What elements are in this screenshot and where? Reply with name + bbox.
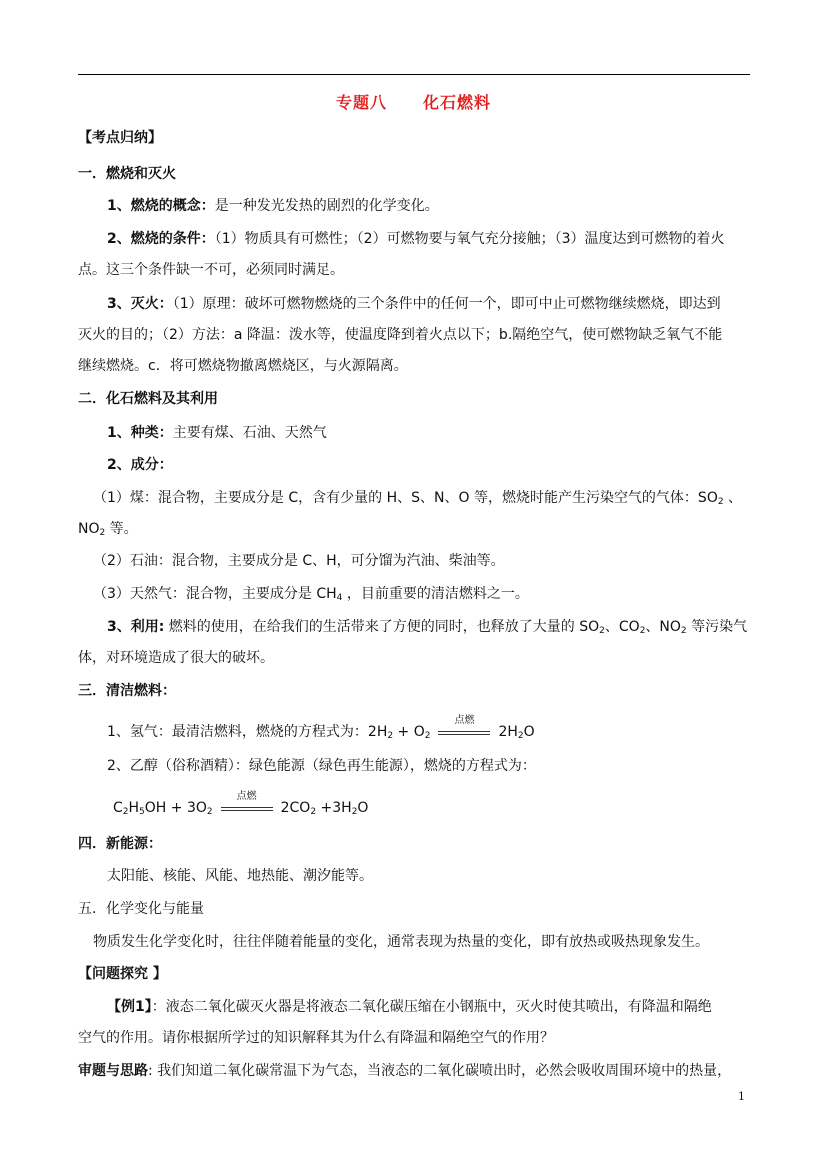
s3-item1-d: O — [523, 724, 535, 740]
s2-item3-a: 燃料的使用，在给我们的生活带来了方便的同时，也释放了大量的 SO — [164, 619, 600, 635]
analysis — [78, 1061, 731, 1081]
s2-coal-cont — [78, 519, 138, 539]
example1-label: 【例1】 — [107, 999, 152, 1015]
s2-gas — [93, 584, 529, 604]
s2-item3 — [107, 617, 747, 637]
sub: 2 — [424, 731, 431, 741]
s2-item1 — [107, 423, 327, 443]
sub: 2 — [599, 626, 605, 636]
s1-item3-text-a: （1）原理：破坏可燃物燃烧的三个条件中的任何一个，即可中止可燃物继续燃烧，即达到 — [172, 296, 721, 312]
section5-heading: 五．化学变化与能量 — [78, 901, 204, 917]
section3-heading: 三．清洁燃料： — [78, 683, 176, 699]
s2-oil: （2）石油：混合物，主要成分是 C、H，可分馏为汽油、柴油等。 — [93, 553, 505, 569]
kaodian-heading: 【考点归纳】 — [78, 130, 162, 146]
s4-text: 太阳能、核能、风能、地热能、潮汐能等。 — [107, 868, 373, 884]
s2-item1-label: 1、种类： — [107, 425, 173, 441]
reaction-arrow — [221, 791, 273, 815]
s1-item2-label: 2、燃烧的条件： — [107, 231, 215, 247]
example1-text-a: ：液态二氧化碳灭火器是将液态二氧化碳压缩在小钢瓶中，灭火时使其喷出，有降温和隔绝 — [151, 999, 712, 1015]
s3-item1-a: 1、氢气：最清洁燃料，燃烧的方程式为：2H — [107, 724, 388, 740]
section2-heading: 二．化石燃料及其利用 — [78, 391, 218, 407]
eq2-f: O — [357, 800, 369, 816]
reaction-arrow — [438, 715, 490, 739]
sub: 2 — [99, 528, 106, 538]
eq2-a: C — [113, 800, 123, 816]
sub: 2 — [680, 626, 687, 636]
s3-item1 — [107, 715, 535, 742]
s2-item3-d: 等污染气 — [686, 619, 748, 635]
s1-item3-label: 3、灭火： — [107, 296, 173, 312]
example1 — [107, 997, 712, 1017]
ethanol-equation — [113, 791, 369, 818]
page-title — [0, 90, 827, 113]
eq2-c: OH + 3O — [144, 800, 207, 816]
section4-heading: 四．新能源： — [78, 836, 162, 852]
sub: 2 — [310, 807, 317, 817]
sub: 2 — [639, 626, 646, 636]
s2-item1-text: 主要有煤、石油、天然气 — [172, 425, 327, 441]
s2-item3-label: 3、利用: — [107, 619, 165, 635]
header-rule — [78, 74, 750, 75]
sub: 2 — [717, 497, 724, 507]
analysis-text: : 我们知道二氧化碳常温下为气态，当液态的二氧化碳喷出时，必然会吸收周围环境中的热量， — [148, 1063, 732, 1079]
sub: 5 — [139, 807, 145, 817]
s2-item2-label: 2、成分： — [107, 457, 173, 473]
s3-item1-c: 2H — [498, 724, 518, 740]
sub: 2 — [517, 731, 524, 741]
s1-item2-cont: 点。这三个条件缺一不可，必须同时满足。 — [78, 262, 344, 278]
s1-item3-cont2: 继续燃烧。c．将可燃烧物撤离燃烧区，与火源隔离。 — [78, 358, 408, 374]
s1-item3 — [107, 294, 721, 314]
s2-item3-c: 、NO — [645, 619, 681, 635]
s2-coal-sep: 、 — [723, 490, 743, 506]
arrow-label: 点燃 — [454, 715, 475, 726]
s3-item2: 2、乙醇（俗称酒精）：绿色能源（绿色再生能源），燃烧的方程式为： — [107, 758, 536, 774]
s2-item3-b: 、CO — [604, 619, 640, 635]
s2-gas-end: ，目前重要的清洁燃料之一。 — [342, 586, 529, 602]
s2-coal — [93, 488, 742, 508]
example1-cont: 空气的作用。请你根据所学过的知识解释其为什么有降温和隔绝空气的作用？ — [78, 1030, 554, 1046]
s2-item3-cont: 体，对环境造成了很大的破坏。 — [78, 650, 274, 666]
s5-text: 物质发生化学变化时，往往伴随着能量的变化，通常表现为热量的变化，即有放热或吸热现象发生。 — [93, 934, 709, 950]
eq2-e: +3H — [316, 800, 352, 816]
title-part1: 专题八 — [335, 93, 387, 112]
eq2-b: H — [128, 800, 140, 816]
s2-coal-no: NO — [78, 521, 100, 537]
sub: 4 — [336, 593, 343, 603]
s1-item2-text-a: （1）物质具有可燃性；（2）可燃物要与氧气充分接触；（3）温度达到可燃物的着火 — [214, 231, 725, 247]
s2-gas-text: （3）天然气：混合物，主要成分是 CH — [93, 586, 337, 602]
s1-item3-cont1: 灭火的目的；（2）方法：a 降温：泼水等，使温度降到着火点以下；b.隔绝空气，使可燃物缺乏氧气不能 — [78, 327, 723, 343]
sub: 2 — [351, 807, 358, 817]
section1-heading: 一．燃烧和灭火 — [78, 166, 176, 182]
eq2-d: 2CO — [280, 800, 311, 816]
s2-coal-text: （1）煤：混合物，主要成分是 C，含有少量的 H、S、N、O 等，燃烧时能产生污染空气的气体：SO — [93, 490, 718, 506]
analysis-label: 审题与思路 — [78, 1063, 148, 1079]
s1-item1-label: 1、燃烧的概念： — [107, 198, 215, 214]
arrow-label: 点燃 — [236, 791, 257, 802]
s1-item1 — [107, 196, 439, 216]
s2-coal-end: 等。 — [105, 521, 138, 537]
s1-item2 — [107, 229, 724, 249]
sub: 2 — [206, 807, 213, 817]
s1-item1-text: 是一种发光发热的剧烈的化学变化。 — [214, 198, 439, 214]
wenti-heading: 【问题探究 】 — [78, 966, 167, 982]
sub: 2 — [122, 807, 129, 817]
title-part2: 化石燃料 — [423, 93, 492, 112]
page-number: 1 — [738, 1090, 745, 1103]
s3-item1-b: + O — [393, 724, 425, 740]
sub: 2 — [387, 731, 394, 741]
